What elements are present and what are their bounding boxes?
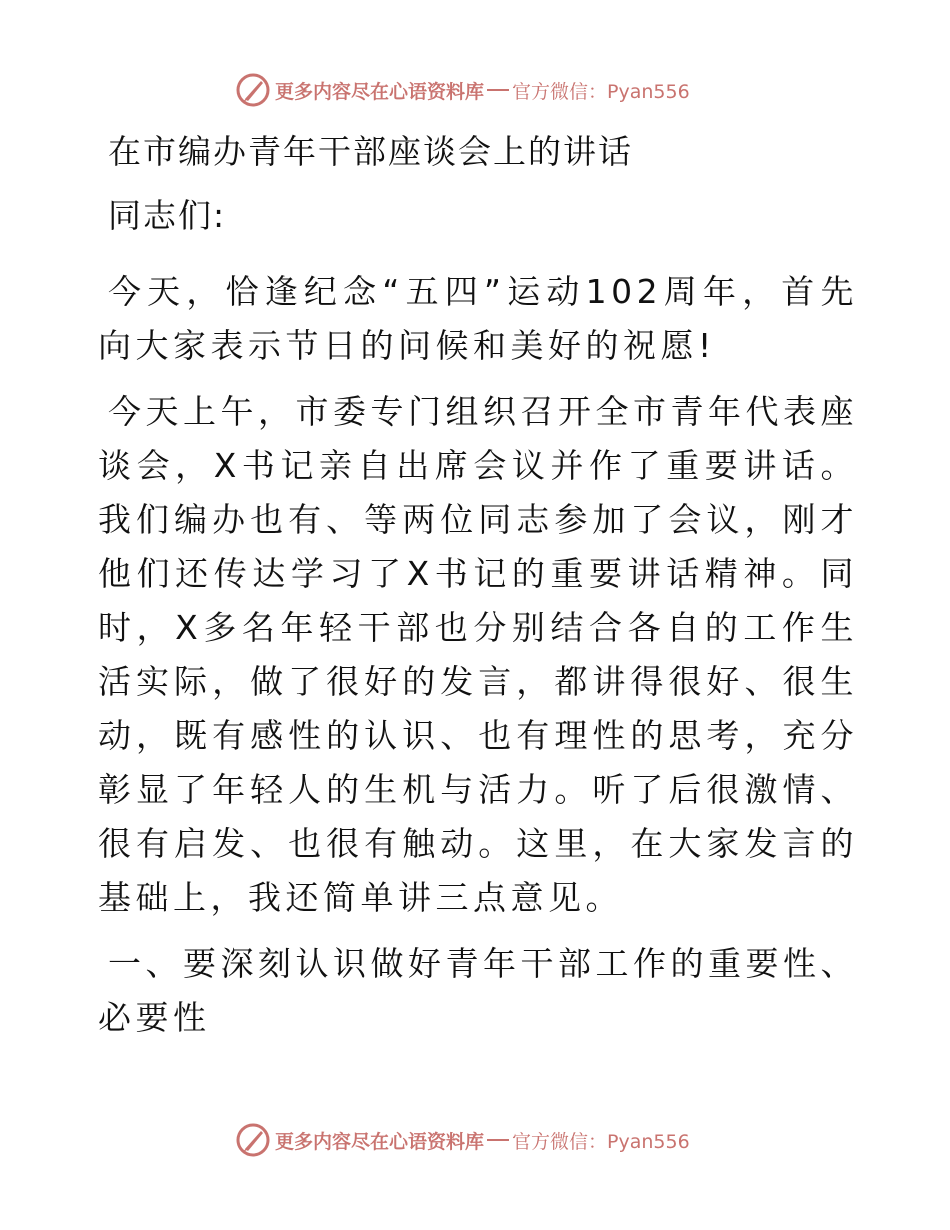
- footer-watermark: [235, 1122, 690, 1158]
- watermark-contact: 官方微信：Pyan556: [512, 1130, 690, 1153]
- paragraph-meeting: 今天上午，市委专门组织召开全市青年代表座谈会，X书记亲自出席会议并作了重要讲话。我们编办也有、等两位同志参加了会议，刚才他们还传达学习了X书记的重要讲话精神。同时，X多名年轻干部也分别结合各自的工作生活实际，做了很好的发言，都讲得很好、很生动，既有感性的认识、也有理性的思考，充分彰显了年轻人的生机与活力。听了后很激情、很有启发、也很有触动。这里，在大家发言的基础上，我还简单讲三点意见。: [98, 392, 858, 917]
- salutation: 同志们:: [108, 196, 227, 235]
- watermark-dash: [487, 1139, 509, 1141]
- watermark-title: 更多内容尽在心语资料库: [275, 80, 485, 103]
- watermark-title: 更多内容尽在心语资料库: [275, 1130, 485, 1153]
- header-watermark: [235, 72, 690, 108]
- watermark-dash: [487, 89, 509, 91]
- document-body: [98, 125, 858, 1045]
- paragraph-greeting: 今天，恰逢纪念“五四”运动102周年，首先向大家表示节日的问候和美好的祝愿!: [98, 272, 858, 365]
- quill-logo-icon: [235, 1122, 271, 1158]
- watermark-contact: 官方微信：Pyan556: [512, 80, 690, 103]
- section-heading-one: 一、要深刻认识做好青年干部工作的重要性、必要性: [98, 944, 858, 1037]
- document-title: 在市编办青年干部座谈会上的讲话: [108, 132, 633, 171]
- quill-logo-icon: [235, 72, 271, 108]
